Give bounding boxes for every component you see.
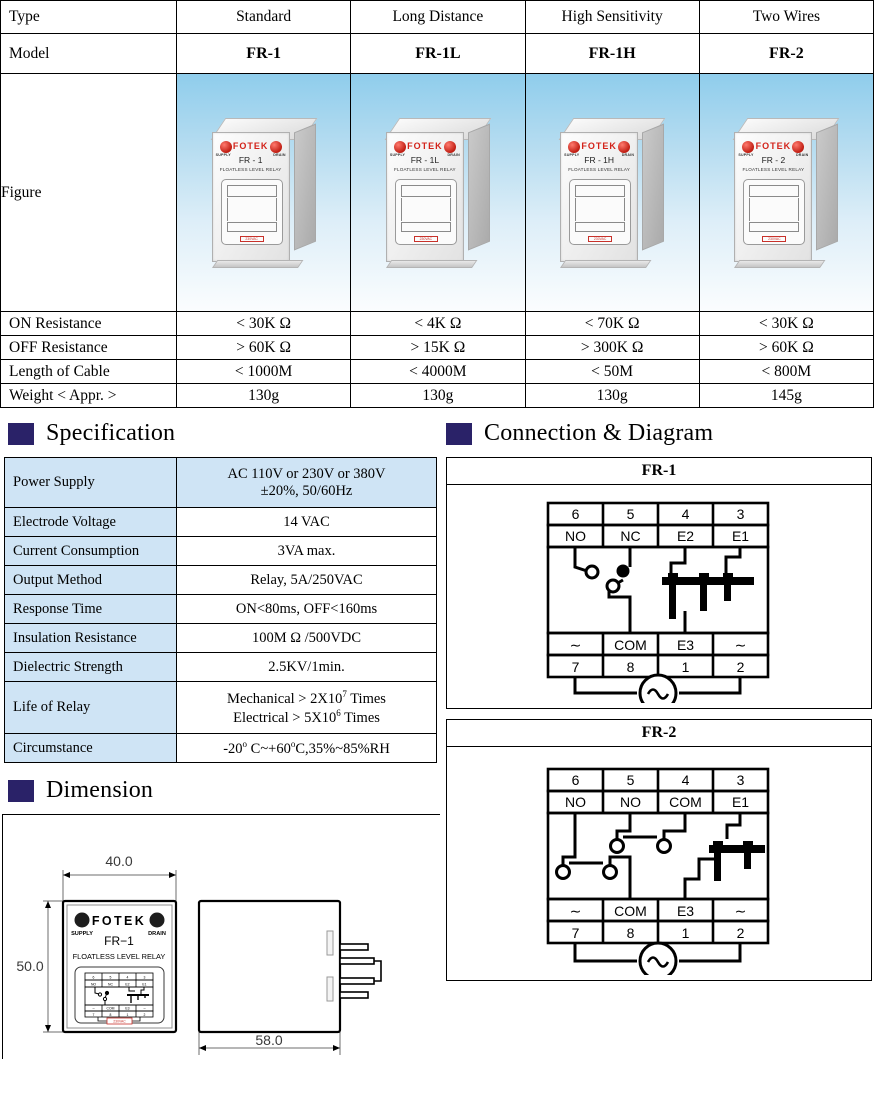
- spec-row-current-consumption: [5, 537, 437, 566]
- fr1-electrode-cap-e1: [723, 573, 733, 579]
- table-row-on-resistance: [1, 312, 874, 336]
- cell-weight-fr1h: 130g: [525, 384, 699, 408]
- spec-key-dielectric-strength: Dielectric Strength: [5, 653, 177, 682]
- panel-bottom-grid: [401, 222, 451, 232]
- spec-key-output-method: Output Method: [5, 566, 177, 595]
- front-panel-voltage-tag: 230VAC: [113, 1019, 126, 1024]
- fr2-top-lab-no2: NO: [620, 794, 641, 810]
- fr2-electrode-cap-e3: [713, 841, 723, 847]
- cell-type-standard: Standard: [177, 1, 351, 34]
- panel-top-grid: [749, 185, 799, 197]
- relay-side-face: [816, 123, 838, 250]
- specification-heading-label: Specification: [46, 420, 176, 446]
- section-bullet-square-icon: [8, 423, 34, 445]
- row-label-figure: Figure: [1, 74, 177, 312]
- supply-led-label: SUPPLY: [738, 152, 754, 157]
- fr1-bot-lab-ac1: ∼: [569, 637, 582, 653]
- front-panel-num-6: 6: [92, 975, 95, 980]
- spec-row-life-of-relay: [5, 682, 437, 734]
- diagram-body-fr1: [447, 485, 871, 708]
- row-label-type: Type: [1, 1, 177, 34]
- panel-top-grid: [575, 185, 625, 197]
- product-photo-fr1: [177, 74, 350, 311]
- arrow-w-right: [169, 872, 176, 878]
- diagram-body-fr2: [447, 747, 871, 980]
- fr2-switch-lower: [563, 813, 630, 899]
- voltage-tag: 230VAC: [762, 236, 786, 242]
- fr1-top-num-5: 5: [626, 506, 635, 522]
- front-panel-bnum-7: 7: [92, 1012, 95, 1017]
- arrow-h-top: [45, 901, 51, 908]
- front-panel-blab-com: COM: [106, 1006, 115, 1011]
- supply-led-icon: [75, 913, 90, 928]
- spec-value-response-time: ON<80ms, OFF<160ms: [177, 595, 437, 624]
- circumstance-min: -20: [223, 740, 243, 757]
- spec-key-circumstance: Circumstance: [5, 734, 177, 763]
- fr1-top-num-3: 3: [736, 506, 745, 522]
- fr1-bot-lab-ac2: ∼: [734, 637, 747, 653]
- connection-heading-label: Connection & Diagram: [484, 420, 714, 446]
- fr1-bot-num-8: 8: [626, 659, 635, 675]
- fr2-contact-lower-right: [604, 866, 617, 879]
- circumstance-degree-1: o: [242, 738, 248, 749]
- side-view-drawing: [199, 901, 381, 1032]
- product-model-text: FR - 1L: [410, 154, 440, 165]
- table-row-model: [1, 34, 874, 74]
- table-row-figure: [1, 74, 874, 312]
- arrow-h-bottom: [45, 1025, 51, 1032]
- fr1-bot-num-7: 7: [571, 659, 580, 675]
- product-subtitle-text: FLOATLESS LEVEL RELAY: [742, 166, 805, 172]
- product-subtitle-text: FLOATLESS LEVEL RELAY: [568, 166, 631, 172]
- relay-side-face: [294, 123, 316, 250]
- section-bullet-square-icon: [446, 423, 472, 445]
- spec-value-electrode-voltage: 14 VAC: [177, 508, 437, 537]
- spec-key-current-consumption: Current Consumption: [5, 537, 177, 566]
- brand-logo-text: FOTEK: [755, 140, 792, 151]
- spec-value-power-supply: [177, 458, 437, 508]
- fr1-contact-pivot: [607, 580, 619, 592]
- cell-type-long-distance: Long Distance: [351, 1, 525, 34]
- fr2-bot-num-7: 7: [571, 925, 580, 941]
- product-subtitle-text: FLOATLESS LEVEL RELAY: [393, 166, 456, 172]
- front-panel-bnum-2: 2: [143, 1012, 146, 1017]
- front-view-subtitle: FLOATLESS LEVEL RELAY: [72, 952, 166, 961]
- fr1-bot-lab-e3: E3: [676, 637, 695, 653]
- cell-model-fr1l: FR-1L: [351, 34, 525, 74]
- fr1-electrode-rod-e2: [669, 585, 676, 619]
- cell-weight-fr1l: 130g: [351, 384, 525, 408]
- front-panel-lab-nc: NC: [108, 982, 113, 987]
- diagram-title-fr1: FR-1: [447, 458, 871, 485]
- relay-side-face: [468, 123, 490, 250]
- drain-led-label: DRAIN: [447, 152, 460, 157]
- right-column: [440, 408, 874, 981]
- circumstance-rest: C,35%~85%RH: [295, 740, 390, 757]
- relay-bottom-face: [560, 260, 651, 268]
- fr1-top-lab-nc: NC: [620, 528, 641, 544]
- front-panel-bnum-1: 1: [126, 1012, 129, 1017]
- product-model-text: FR - 2: [761, 154, 786, 165]
- wiring-label-panel: [743, 179, 805, 245]
- fr1-ac-source-icon: [640, 675, 676, 703]
- fr1-contact-closed: [617, 565, 630, 578]
- product-model-text: FR - 1: [238, 154, 263, 165]
- front-panel-blab-ac2: ∼: [143, 1006, 146, 1011]
- spec-row-response-time: [5, 595, 437, 624]
- front-panel-bnum-8: 8: [109, 1012, 112, 1017]
- cell-weight-fr2: 145g: [699, 384, 873, 408]
- front-panel-num-4: 4: [126, 975, 129, 980]
- dimension-heading: [8, 777, 440, 804]
- front-panel-num-3: 3: [143, 975, 146, 980]
- spec-row-power-supply: [5, 458, 437, 508]
- cell-cable-fr2: < 800M: [699, 360, 873, 384]
- fr1-bot-lab-com: COM: [614, 637, 647, 653]
- drain-led-label: DRAIN: [621, 152, 635, 157]
- front-view-drawing: [63, 901, 176, 1032]
- spec-key-power-supply: Power Supply: [5, 458, 177, 508]
- cell-off-res-fr1h: > 300K Ω: [525, 336, 699, 360]
- relay-bottom-face: [386, 260, 477, 268]
- cell-on-res-fr1: < 30K Ω: [177, 312, 351, 336]
- fr1-bot-num-1: 1: [681, 659, 690, 675]
- front-panel-num-5: 5: [109, 975, 112, 980]
- supply-led-label: SUPPLY: [564, 152, 580, 157]
- fr2-top-num-3: 3: [736, 772, 745, 788]
- fr1-relay-contact: [575, 547, 630, 633]
- fr2-switch-upper: [617, 813, 685, 841]
- product-model-text: FR - 1H: [584, 154, 614, 165]
- power-supply-line1: AC 110V or 230V or 380V: [227, 465, 386, 482]
- drain-led-label: DRAIN: [795, 152, 809, 157]
- cell-off-res-fr2: > 60K Ω: [699, 336, 873, 360]
- spec-key-life-of-relay: Life of Relay: [5, 682, 177, 734]
- wiring-label-panel: [395, 179, 457, 245]
- voltage-tag: 230VAC: [414, 236, 438, 242]
- specification-heading: [8, 420, 440, 447]
- table-row-weight: [1, 384, 874, 408]
- relay-front-face: [212, 132, 290, 262]
- brand-logo-text: FOTEK: [407, 140, 443, 151]
- life-mechanical-unit: Times: [346, 690, 386, 707]
- spec-value-circumstance: [177, 734, 437, 763]
- fr2-bot-num-8: 8: [626, 925, 635, 941]
- cell-off-res-fr1l: > 15K Ω: [351, 336, 525, 360]
- supply-led-label: SUPPLY: [389, 152, 406, 157]
- cell-cable-fr1h: < 50M: [525, 360, 699, 384]
- life-mechanical-text: Mechanical > 2X10: [227, 690, 343, 707]
- cell-off-res-fr1: > 60K Ω: [177, 336, 351, 360]
- fr1-top-lab-e2: E2: [676, 528, 695, 544]
- fr2-top-lab-e1: E1: [731, 794, 750, 810]
- fr2-ac-source-icon: [640, 943, 676, 975]
- relay-front-face: [560, 132, 638, 262]
- fr2-bot-lab-com: COM: [614, 903, 647, 919]
- circumstance-mid: C~+60: [247, 740, 291, 757]
- row-label-weight: Weight < Appr. >: [1, 384, 177, 408]
- fr2-top-num-4: 4: [681, 772, 690, 788]
- relay-illustration: [560, 118, 664, 268]
- table-row-type: [1, 1, 874, 34]
- front-panel-lab-e1: E1: [142, 982, 147, 987]
- front-panel-blab-ac1: ∼: [92, 1006, 95, 1011]
- spec-row-insulation-resistance: [5, 624, 437, 653]
- fr2-electrode-rod-e3: [714, 853, 721, 881]
- side-slot-bottom: [327, 977, 333, 1001]
- spec-row-electrode-voltage: [5, 508, 437, 537]
- spec-value-insulation-resistance: 100M Ω /500VDC: [177, 624, 437, 653]
- panel-mid: [227, 198, 277, 221]
- front-panel-blab-e3: E3: [125, 1006, 130, 1011]
- fr2-top-num-5: 5: [626, 772, 635, 788]
- fr1-electrode-rod-e3: [700, 585, 707, 611]
- fr2-bot-lab-e3: E3: [676, 903, 695, 919]
- fr1-bot-num-2: 2: [736, 659, 745, 675]
- fr2-electrode-rod-e1: [744, 853, 751, 869]
- cell-on-res-fr2: < 30K Ω: [699, 312, 873, 336]
- specification-table: [4, 457, 437, 763]
- fr2-electrode-cap-e1: [743, 841, 753, 847]
- cell-cable-fr1l: < 4000M: [351, 360, 525, 384]
- fr2-bot-lab-ac2: ∼: [734, 903, 747, 919]
- relay-bottom-face: [212, 260, 303, 268]
- panel-bottom-grid: [227, 222, 277, 232]
- row-label-off-resistance: OFF Resistance: [1, 336, 177, 360]
- product-photo-fr1l: [351, 74, 524, 311]
- table-row-length-of-cable: [1, 360, 874, 384]
- dimension-depth-label: 58.0: [255, 1032, 283, 1048]
- power-supply-line2: ±20%, 50/60Hz: [260, 482, 353, 499]
- fr2-bot-num-1: 1: [681, 925, 690, 941]
- row-label-on-resistance: ON Resistance: [1, 312, 177, 336]
- drain-led-label: DRAIN: [273, 152, 286, 157]
- fr2-wiring-svg: [447, 747, 869, 975]
- front-panel-lab-e2: E2: [125, 982, 130, 987]
- panel-top-grid: [401, 185, 451, 197]
- life-mechanical-exponent: 7: [342, 688, 347, 699]
- cell-type-high-sensitivity: High Sensitivity: [525, 1, 699, 34]
- fr1-top-lab-no: NO: [565, 528, 586, 544]
- arrow-w-left: [63, 872, 70, 878]
- brand-logo-text: FOTEK: [581, 140, 617, 151]
- spec-key-insulation-resistance: Insulation Resistance: [5, 624, 177, 653]
- product-photo-fr1h: [526, 74, 699, 311]
- spec-value-output-method: Relay, 5A/250VAC: [177, 566, 437, 595]
- fr2-electrodes: [685, 813, 740, 899]
- brand-logo-text: FOTEK: [232, 140, 269, 151]
- wiring-label-panel: [221, 179, 283, 245]
- cell-figure-fr1l: [351, 74, 525, 312]
- cell-model-fr1h: FR-1H: [525, 34, 699, 74]
- model-comparison-table: [0, 0, 874, 408]
- life-electrical-exponent: 6: [336, 707, 341, 718]
- connection-heading: [446, 420, 874, 447]
- voltage-tag: 230VAC: [588, 236, 612, 242]
- fr1-top-num-6: 6: [571, 506, 580, 522]
- fr1-electrode-rod-e1: [724, 585, 731, 601]
- side-slot-top: [327, 931, 333, 955]
- row-label-length-of-cable: Length of Cable: [1, 360, 177, 384]
- dimension-width-label: 40.0: [105, 853, 133, 869]
- cell-on-res-fr1l: < 4K Ω: [351, 312, 525, 336]
- spec-row-circumstance: [5, 734, 437, 763]
- front-view-supply-label: SUPPLY: [71, 931, 93, 937]
- side-view-pins: [340, 944, 381, 998]
- cell-model-fr2: FR-2: [699, 34, 873, 74]
- cell-model-fr1: FR-1: [177, 34, 351, 74]
- product-photo-fr2: [700, 74, 873, 311]
- dimension-heading-label: Dimension: [46, 777, 154, 803]
- panel-mid: [575, 198, 625, 221]
- life-electrical-unit: Times: [340, 709, 380, 726]
- fr2-contact-lower-left: [557, 866, 570, 879]
- panel-mid: [749, 198, 799, 221]
- relay-front-face: [386, 132, 464, 262]
- fr2-bot-lab-ac1: ∼: [569, 903, 582, 919]
- drain-led-icon: [150, 913, 165, 928]
- relay-illustration: [734, 118, 838, 268]
- front-panel-lab-no: NO: [90, 982, 97, 987]
- cell-on-res-fr1h: < 70K Ω: [525, 312, 699, 336]
- spec-row-dielectric-strength: [5, 653, 437, 682]
- life-electrical-line: [182, 708, 431, 727]
- voltage-tag: 230VAC: [240, 236, 264, 242]
- front-view-model: FR−1: [104, 934, 134, 948]
- relay-side-face: [642, 123, 664, 250]
- cell-figure-fr1h: [525, 74, 699, 312]
- arrow-d-right: [333, 1045, 340, 1051]
- life-mechanical-line: [182, 689, 431, 708]
- dimension-drawing-svg: [3, 815, 439, 1058]
- spec-value-dielectric-strength: 2.5KV/1min.: [177, 653, 437, 682]
- diagram-title-fr2: FR-2: [447, 720, 871, 747]
- connection-diagram-fr2: [446, 719, 872, 981]
- left-column: [0, 408, 440, 1059]
- arrow-d-left: [199, 1045, 206, 1051]
- spec-key-response-time: Response Time: [5, 595, 177, 624]
- spec-row-output-method: [5, 566, 437, 595]
- row-label-model: Model: [1, 34, 177, 74]
- supply-led-label: SUPPLY: [215, 152, 231, 157]
- section-bullet-square-icon: [8, 780, 34, 802]
- fr2-bot-num-2: 2: [736, 925, 745, 941]
- cell-cable-fr1: < 1000M: [177, 360, 351, 384]
- table-row-off-resistance: [1, 336, 874, 360]
- fr2-top-lab-no1: NO: [565, 794, 586, 810]
- front-view-brand: FOTEK: [91, 914, 147, 928]
- relay-illustration: [386, 118, 490, 268]
- fr1-electrode-cap-e2: [668, 573, 678, 579]
- spec-value-current-consumption: 3VA max.: [177, 537, 437, 566]
- fr2-contact-upper-left: [611, 840, 624, 853]
- cell-type-two-wires: Two Wires: [699, 1, 873, 34]
- circumstance-degree-2: o: [290, 738, 296, 749]
- panel-bottom-grid: [575, 222, 625, 232]
- panel-mid: [401, 198, 451, 221]
- fr1-wiring-svg: [447, 485, 869, 703]
- fr2-top-lab-com: COM: [669, 794, 702, 810]
- fr1-top-num-4: 4: [681, 506, 690, 522]
- fr1-contact-open: [586, 566, 598, 578]
- spec-key-electrode-voltage: Electrode Voltage: [5, 508, 177, 537]
- product-subtitle-text: FLOATLESS LEVEL RELAY: [219, 166, 282, 172]
- relay-bottom-face: [734, 260, 825, 268]
- dimension-drawing-box: [2, 814, 440, 1059]
- relay-front-face: [734, 132, 812, 262]
- fr2-top-num-6: 6: [571, 772, 580, 788]
- fr2-contact-upper-right: [658, 840, 671, 853]
- panel-top-grid: [227, 185, 277, 197]
- life-electrical-text: Electrical > 5X10: [233, 709, 337, 726]
- wiring-label-panel: [569, 179, 631, 245]
- cell-figure-fr2: [699, 74, 873, 312]
- panel-bottom-grid: [749, 222, 799, 232]
- relay-illustration: [212, 118, 316, 268]
- spec-value-life-of-relay: [177, 682, 437, 734]
- cell-figure-fr1: [177, 74, 351, 312]
- cell-weight-fr1: 130g: [177, 384, 351, 408]
- front-view-drain-label: DRAIN: [148, 931, 166, 937]
- connection-diagram-fr1: [446, 457, 872, 709]
- fr1-electrode-cap-e3: [699, 573, 709, 579]
- fr1-top-lab-e1: E1: [731, 528, 750, 544]
- dimension-height-label: 50.0: [16, 958, 44, 974]
